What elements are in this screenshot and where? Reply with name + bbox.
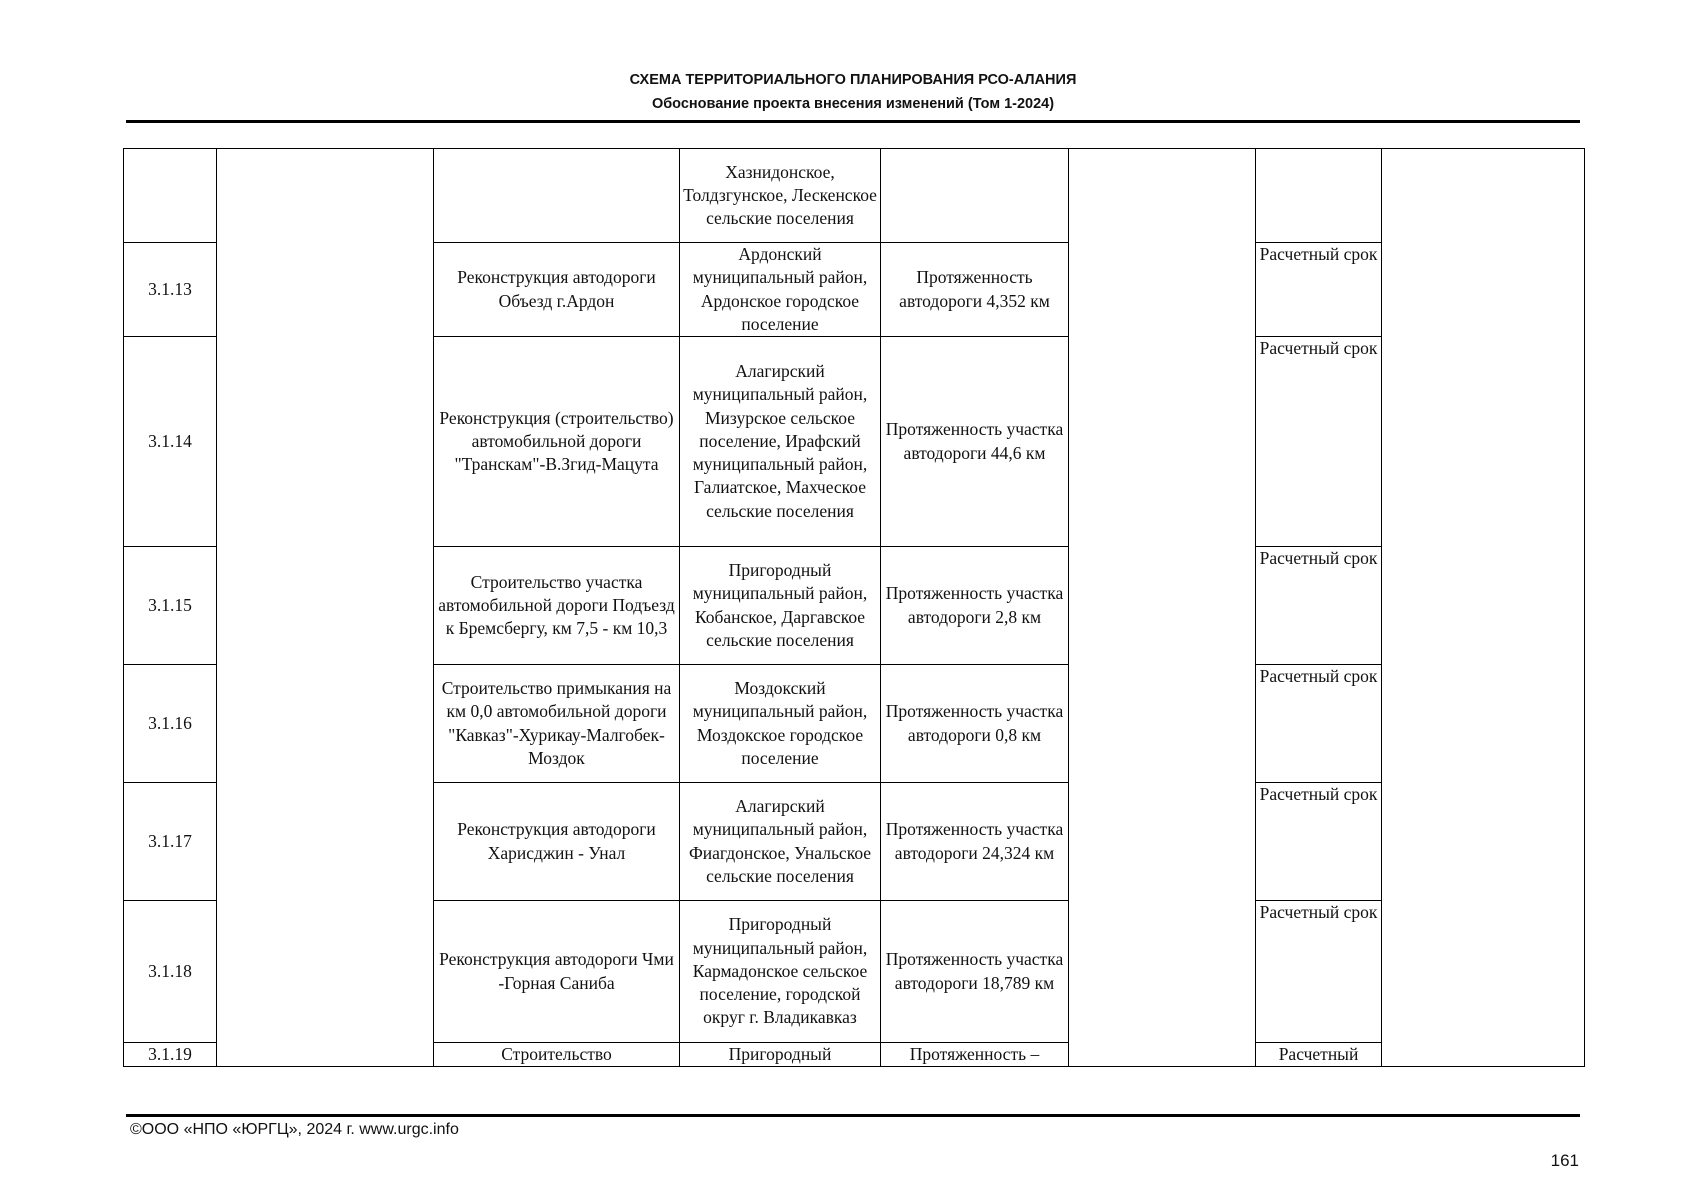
cell-number: 3.1.13 bbox=[124, 243, 217, 337]
cell-number: 3.1.18 bbox=[124, 901, 217, 1043]
cell-params bbox=[881, 149, 1069, 243]
cell-name: Реконструкция автодороги Чми -Горная Саниба bbox=[434, 901, 680, 1043]
cell-term: Расчетный срок bbox=[1256, 665, 1382, 783]
cell-location: Пригородный муниципальный район, Кармадонское сельское поселение, городской округ г. Владикавказ bbox=[680, 901, 881, 1043]
cell-number bbox=[124, 149, 217, 243]
cell-term: Расчетный срок bbox=[1256, 901, 1382, 1043]
cell-merged-column-2 bbox=[217, 149, 434, 1067]
cell-number: 3.1.14 bbox=[124, 337, 217, 547]
document-subtitle: Обоснование проекта внесения изменений (Том 1-2024) bbox=[651, 96, 1055, 112]
cell-location: Алагирский муниципальный район, Мизурское сельское поселение, Ирафский муниципальный район, Галиатское, Махческое сельские поселения bbox=[680, 337, 881, 547]
cell-params: Протяженность участка автодороги 0,8 км bbox=[881, 665, 1069, 783]
cell-term: Расчетный срок bbox=[1256, 783, 1382, 901]
cell-location: Алагирский муниципальный район, Фиагдонское, Унальское сельские поселения bbox=[680, 783, 881, 901]
cell-term: Расчетный срок bbox=[1256, 547, 1382, 665]
cell-params: Протяженность участка автодороги 44,6 км bbox=[881, 337, 1069, 547]
cell-name: Строительство bbox=[434, 1043, 680, 1067]
cell-number: 3.1.19 bbox=[124, 1043, 217, 1067]
cell-number: 3.1.17 bbox=[124, 783, 217, 901]
planning-table bbox=[123, 148, 1585, 1067]
cell-number: 3.1.16 bbox=[124, 665, 217, 783]
cell-location: Пригородный муниципальный район, Кобанское, Даргавское сельские поселения bbox=[680, 547, 881, 665]
cell-params: Протяженность участка автодороги 24,324 км bbox=[881, 783, 1069, 901]
cell-merged-column-6 bbox=[1069, 149, 1256, 1067]
cell-name: Строительство примыкания на км 0,0 автомобильной дороги "Кавказ"-Хурикау-Малгобек-Моздок bbox=[434, 665, 680, 783]
cell-merged-column-8 bbox=[1382, 149, 1585, 1067]
cell-term bbox=[1256, 149, 1382, 243]
cell-name: Реконструкция автодороги Харисджин - Унал bbox=[434, 783, 680, 901]
cell-location: Моздокский муниципальный район, Моздокское городское поселение bbox=[680, 665, 881, 783]
cell-name: Строительство участка автомобильной дороги Подъезд к Бремсбергу, км 7,5 - км 10,3 bbox=[434, 547, 680, 665]
document-title: СХЕМА ТЕРРИТОРИАЛЬНОГО ПЛАНИРОВАНИЯ РСО-АЛАНИЯ bbox=[629, 72, 1077, 88]
cell-location: Ардонский муниципальный район, Ардонское городское поселение bbox=[680, 243, 881, 337]
cell-params: Протяженность участка автодороги 18,789 км bbox=[881, 901, 1069, 1043]
header-rule bbox=[126, 120, 1580, 123]
footer-rule bbox=[126, 1114, 1580, 1117]
cell-params: Протяженность – bbox=[881, 1043, 1069, 1067]
cell-number: 3.1.15 bbox=[124, 547, 217, 665]
cell-params: Протяженность участка автодороги 2,8 км bbox=[881, 547, 1069, 665]
cell-term: Расчетный bbox=[1256, 1043, 1382, 1067]
footer-copyright: ©ООО «НПО «ЮРГЦ», 2024 г. www.urgc.info bbox=[130, 1121, 459, 1138]
cell-location: Хазнидонское, Толдзгунское, Лескенское сельские поселения bbox=[680, 149, 881, 243]
table-row bbox=[124, 149, 1585, 243]
cell-params: Протяженность автодороги 4,352 км bbox=[881, 243, 1069, 337]
cell-name bbox=[434, 149, 680, 243]
cell-term: Расчетный срок bbox=[1256, 337, 1382, 547]
cell-name: Реконструкция (строительство) автомобильной дороги "Транскам"-В.Згид-Мацута bbox=[434, 337, 680, 547]
cell-term: Расчетный срок bbox=[1256, 243, 1382, 337]
cell-name: Реконструкция автодороги Объезд г.Ардон bbox=[434, 243, 680, 337]
page-number: 161 bbox=[1550, 1151, 1579, 1170]
cell-location: Пригородный bbox=[680, 1043, 881, 1067]
